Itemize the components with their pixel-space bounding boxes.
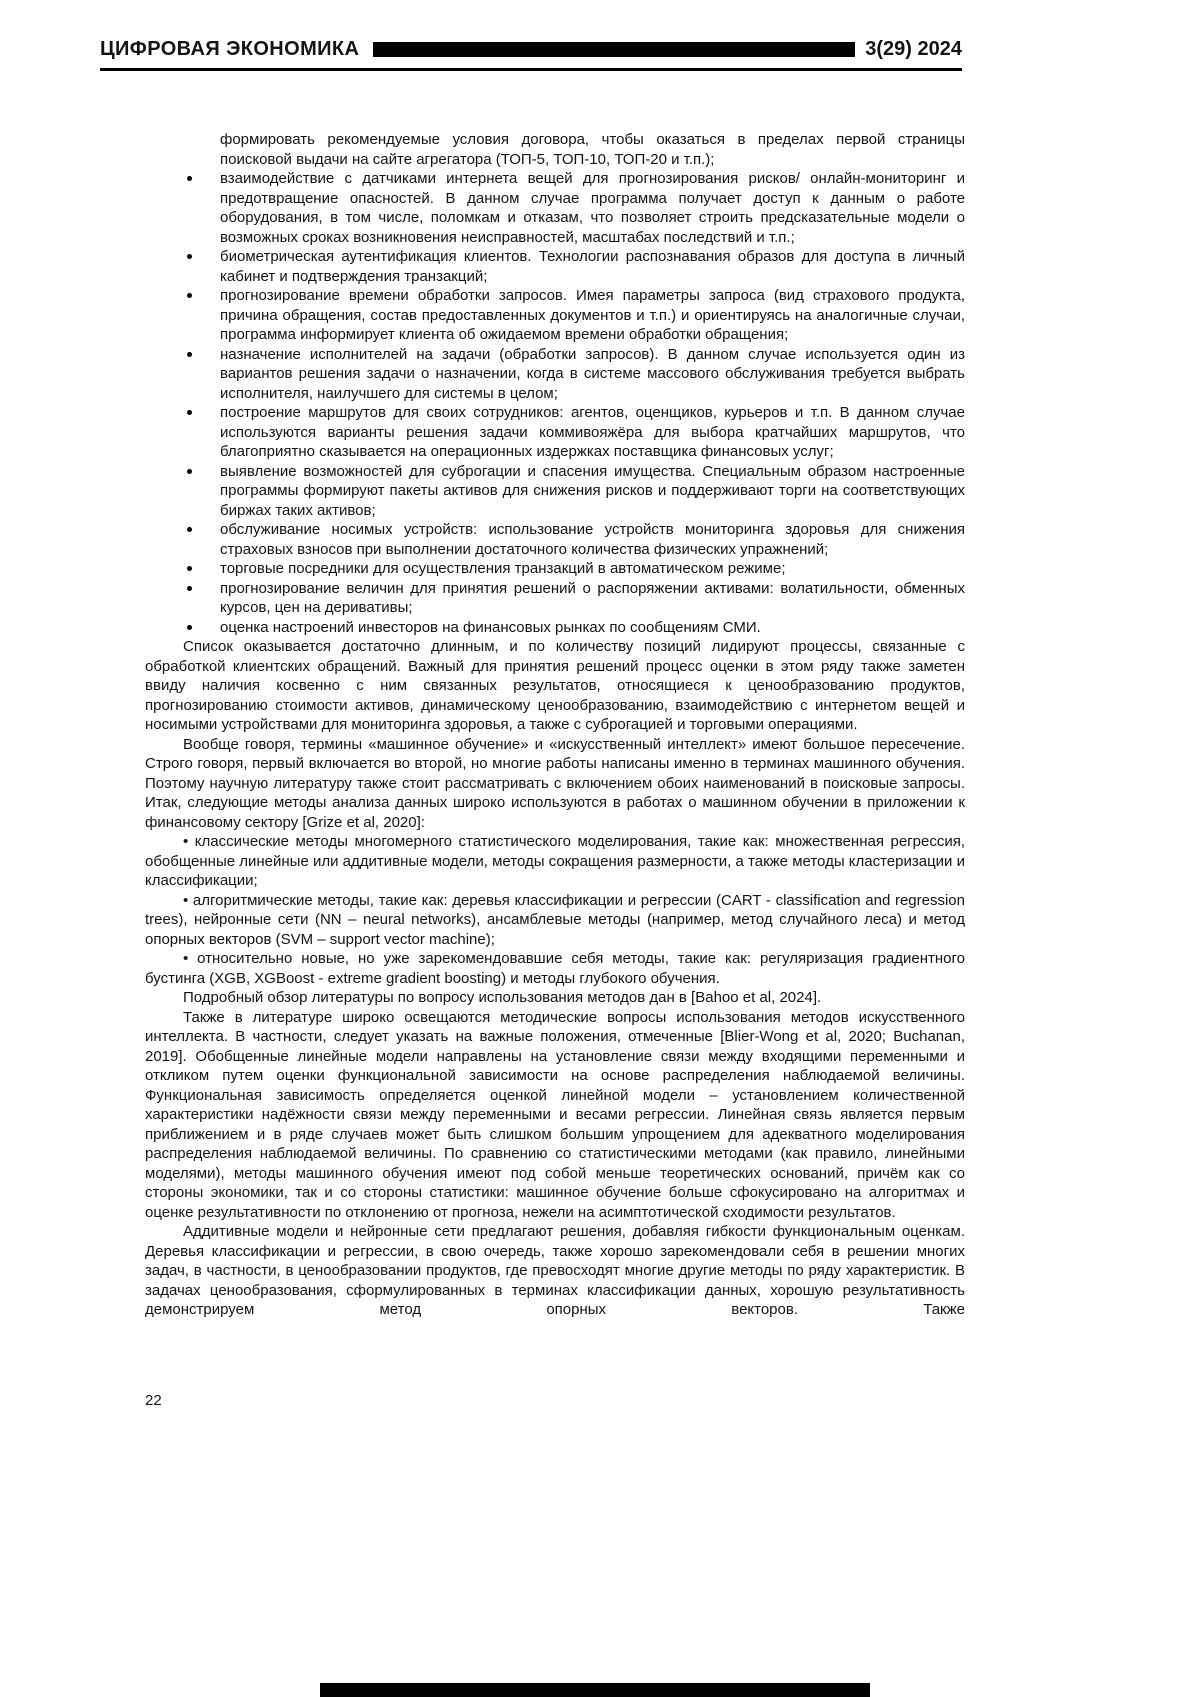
bullet-list xyxy=(145,169,965,637)
paragraph: • алгоритмические методы, такие как: деревья классификации и регрессии (CART - classification and regression trees), нейронные сети (NN – neural networks), ансамблевые методы (например, метод случайного леса) и метод опорных векторов (SVM – support vector machine); xyxy=(145,891,965,948)
journal-title: ЦИФРОВАЯ ЭКОНОМИКА xyxy=(100,38,360,60)
list-item: назначение исполнителей на задачи (обработки запросов). В данном случае используется один из вариантов решения задачи о назначении, когда в системе массового обслуживания требуется выбрать исполнителя, наилучшего для системы в целом; xyxy=(220,345,965,402)
paragraph: Также в литературе широко освещаются методические вопросы использования методов искусственного интеллекта. В частности, следует указать на важные положения, отмеченные [Blier-Wong et al, 2020; Buchanan, 2019]. Обобщенные линейные модели направлены на установление связи между входящими переменными и откликом путем оценки функциональной зависимости на основе распределения наблюдаемой величины. Функциональная зависимость определяется оценкой линейной модели – установлением количественной характеристики надёжности связи между переменными и весами регрессии. Линейная связь является первым приближением и в ряде случаев может быть слишком большим упрощением для адекватного моделирования распределения наблюдаемой величины. По сравнению со статистическими методами (как правило, линейными моделями), методы машинного обучения имеют под собой меньше теоретических оснований, причём как со стороны экономики, так и со стороны статистики: машинное обучение больше сфокусировано на алгоритмах и оценке результативности по отклонению от прогноза, нежели на асимптотической сходимости результатов. xyxy=(145,1008,965,1221)
bullet-continuation-text: формировать рекомендуемые условия договора, чтобы оказаться в пределах первой страницы поисковой выдачи на сайте агрегатора (ТОП-5, ТОП-10, ТОП-20 и т.п.); xyxy=(220,131,965,168)
list-item: обслуживание носимых устройств: использование устройств мониторинга здоровья для снижения страховых взносов при выполнении достаточного количества физических упражнений; xyxy=(220,521,965,558)
page-number: 22 xyxy=(145,1392,162,1409)
list-item: биометрическая аутентификация клиентов. Технологии распознавания образов для доступа в личный кабинет и подтверждения транзакций; xyxy=(220,248,965,285)
footer-bar xyxy=(320,1683,870,1697)
paragraph: Аддитивные модели и нейронные сети предлагают решения, добавляя гибкости функциональным оценкам. Деревья классификации и регрессии, в свою очередь, также хорошо зарекомендовали себя в решении многих задач, в частности, в ценообразовании продуктов, где превосходят многие другие методы по ряду характеристик. В задачах ценообразования, сформулированных в терминах классификации данных, хорошую результативность демонстрируем метод опорных векторов. Также xyxy=(145,1223,965,1318)
list-item: торговые посредники для осуществления транзакций в автоматическом режиме; xyxy=(220,559,965,579)
list-item: построение маршрутов для своих сотрудников: агентов, оценщиков, курьеров и т.п. В данном случае используются варианты решения задачи коммивояжёра для выбора кратчайших маршрутов, что благоприятно сказывается на операционных издержках поставщика финансовых услуг; xyxy=(220,404,965,460)
header-filler-bar xyxy=(373,42,855,57)
paragraph: • классические методы многомерного статистического моделирования, такие как: множественная регрессия, обобщенные линейные или аддитивные модели, методы сокращения размерности, а также методы кластеризации и классификации; xyxy=(145,833,965,889)
issue-number: 3(29) 2024 xyxy=(865,38,962,60)
list-item: прогнозирование времени обработки запросов. Имея параметры запроса (вид страхового продукта, причина обращения, состав предоставленных документов и т.п.) и ориентируясь на аналогичные случаи, программа информирует клиента об ожидаемом времени обработки обращения; xyxy=(220,287,965,343)
list-item: прогнозирование величин для принятия решений о распоряжении активами: волатильности, обменных курсов, цен на деривативы; xyxy=(220,579,965,616)
paragraph: Список оказывается достаточно длинным, и по количеству позиций лидируют процессы, связанные с обработкой клиентских обращений. Важный для принятия решений процесс оценки в этом ряду также заметен ввиду наличия косвенно с ним связанных результатов, относящиеся к ценообразованию продуктов, прогнозированию стоимости активов, динамическому ценообразованию, взаимодействию с интернетом вещей и носимыми устройствами для мониторинга здоровья, а также с суброгацией и торговыми операциями. xyxy=(145,638,965,733)
journal-header xyxy=(100,38,962,71)
paragraph: • относительно новые, но уже зарекомендовавшие себя методы, такие как: регуляризация градиентного бустинга (XGB, XGBoost - extreme gradient boosting) и методы глубокого обучения. xyxy=(145,950,965,987)
paragraph: Вообще говоря, термины «машинное обучение» и «искусственный интеллект» имеют большое пересечение. Строго говоря, первый включается во второй, но многие работы написаны именно в терминах машинного обучения. Поэтому научную литературу также стоит рассматривать с включением обоих наименований в поисковые запросы. Итак, следующие методы анализа данных широко используются в работах о машинном обучении в приложении к финансовому сектору [Grize et al, 2020]: xyxy=(145,735,965,831)
list-item: оценка настроений инвесторов на финансовых рынках по сообщениям СМИ. xyxy=(220,618,965,638)
page-body xyxy=(145,130,965,1320)
paragraph: Подробный обзор литературы по вопросу использования методов дан в [Bahoo et al, 2024]. xyxy=(183,989,822,1006)
list-item: взаимодействие с датчиками интернета вещей для прогнозирования рисков/ онлайн-мониторинг и предотвращение опасностей. В данном случае программа получает доступ к данным о работе оборудования, в том числе, поломкам и отказам, что позволяет строить предсказательные модели о возможных сроках возникновения неисправностей, масштабах последствий и т.п.; xyxy=(220,170,965,246)
list-item: выявление возможностей для суброгации и спасения имущества. Специальным образом настроенные программы формируют пакеты активов для снижения рисков и поддерживают торги на соответствующих биржах таких активов; xyxy=(220,462,965,519)
